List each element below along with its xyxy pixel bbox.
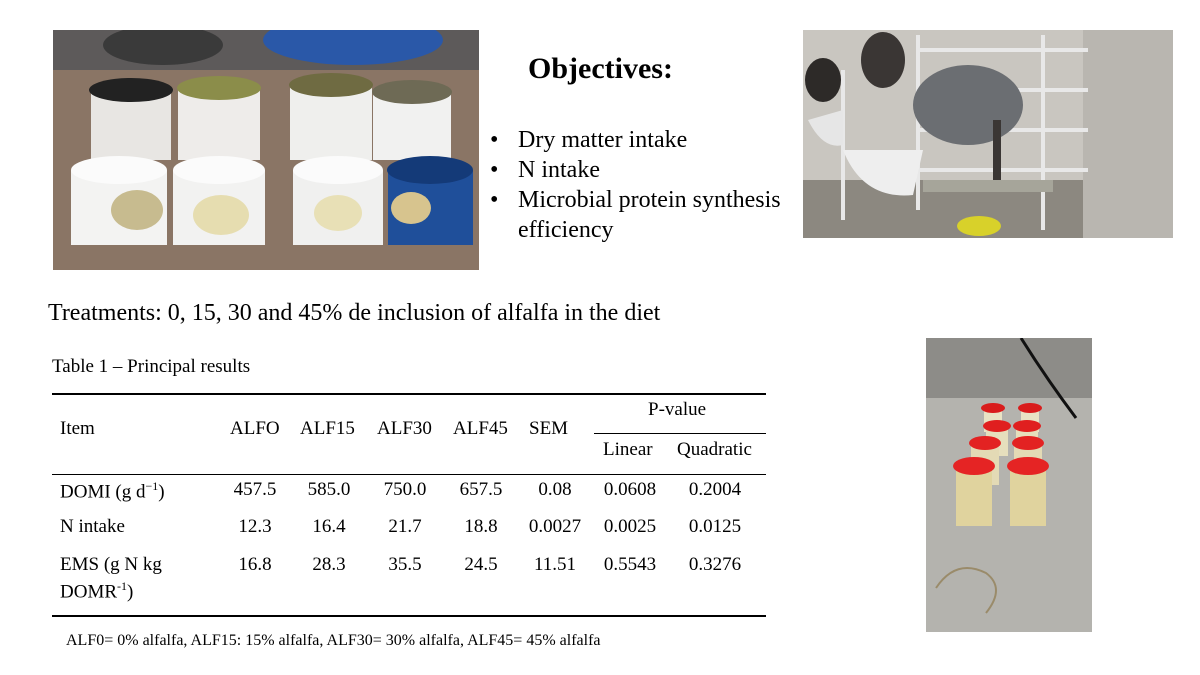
cell-alfo: 457.5 <box>233 479 277 500</box>
header-bottom-rule <box>52 474 766 475</box>
header-alf30: ALF30 <box>377 418 432 439</box>
cell-alfo: 12.3 <box>238 516 272 537</box>
cell-sem: 11.51 <box>533 554 577 575</box>
objective-item <box>490 125 800 155</box>
objectives-title: Objectives: <box>528 52 673 85</box>
header-quadratic: Quadratic <box>677 439 752 460</box>
cell-linear: 0.0025 <box>603 516 657 537</box>
header-alf15: ALF15 <box>300 418 355 439</box>
row-label: DOMI (g $d^{-1}$) <box>60 479 165 503</box>
cell-linear: 0.0608 <box>603 479 657 500</box>
cell-alf15: 28.3 <box>312 554 346 575</box>
objectives-list <box>490 125 800 245</box>
cell-sem: 0.08 <box>538 479 572 500</box>
header-alf45: ALF45 <box>453 418 508 439</box>
sheep-cage-photo <box>803 30 1173 238</box>
pvalue-underline <box>594 433 766 434</box>
feed-buckets-photo <box>53 30 479 270</box>
cell-sem: 0.0027 <box>528 516 582 537</box>
header-linear: Linear <box>603 439 653 460</box>
cell-alfo: 16.8 <box>238 554 272 575</box>
objective-text: Microbial protein synthesis efficiency <box>518 187 781 243</box>
table-footnote: ALF0= 0% alfalfa, ALF15: 15% alfalfa, ALF30= 30% alfalfa, ALF45= 45% alfalfa <box>66 632 601 649</box>
row-label: N intake <box>60 516 125 537</box>
treatments-text: Treatments: 0, 15, 30 and 45% de inclusion of alfalfa in the diet <box>48 300 661 326</box>
table-bottom-rule <box>52 615 766 617</box>
cell-alf30: 35.5 <box>388 554 422 575</box>
cell-alf45: 18.8 <box>464 516 498 537</box>
cell-alf15: 16.4 <box>312 516 346 537</box>
header-pvalue: P-value <box>648 399 707 420</box>
objective-text: Dry matter intake <box>518 127 688 153</box>
bullet-glyph: • <box>490 187 499 213</box>
objective-text: N intake <box>518 157 600 183</box>
header-alfo: ALFO <box>230 418 280 439</box>
cell-alf15: 585.0 <box>307 479 351 500</box>
objective-item <box>490 185 800 245</box>
cell-quadratic: 0.2004 <box>688 479 742 500</box>
cell-quadratic: 0.3276 <box>688 554 742 575</box>
header-item: Item <box>60 418 95 439</box>
bullet-glyph: • <box>490 157 499 183</box>
header-sem: SEM <box>529 418 569 439</box>
cell-alf45: 657.5 <box>459 479 503 500</box>
table-top-rule <box>52 393 766 395</box>
cell-alf45: 24.5 <box>464 554 498 575</box>
cell-quadratic: 0.0125 <box>688 516 742 537</box>
row-label: EMS (g N kg <box>60 554 162 575</box>
row-label-line2: $DOMR^{-1}$) <box>60 579 134 603</box>
table-caption: Table 1 – Principal results <box>52 356 251 377</box>
bullet-glyph: • <box>490 127 499 153</box>
sample-vials-photo <box>926 338 1092 632</box>
cell-linear: 0.5543 <box>603 554 657 575</box>
cell-alf30: 750.0 <box>383 479 427 500</box>
objective-item <box>490 155 800 185</box>
cell-alf30: 21.7 <box>388 516 422 537</box>
